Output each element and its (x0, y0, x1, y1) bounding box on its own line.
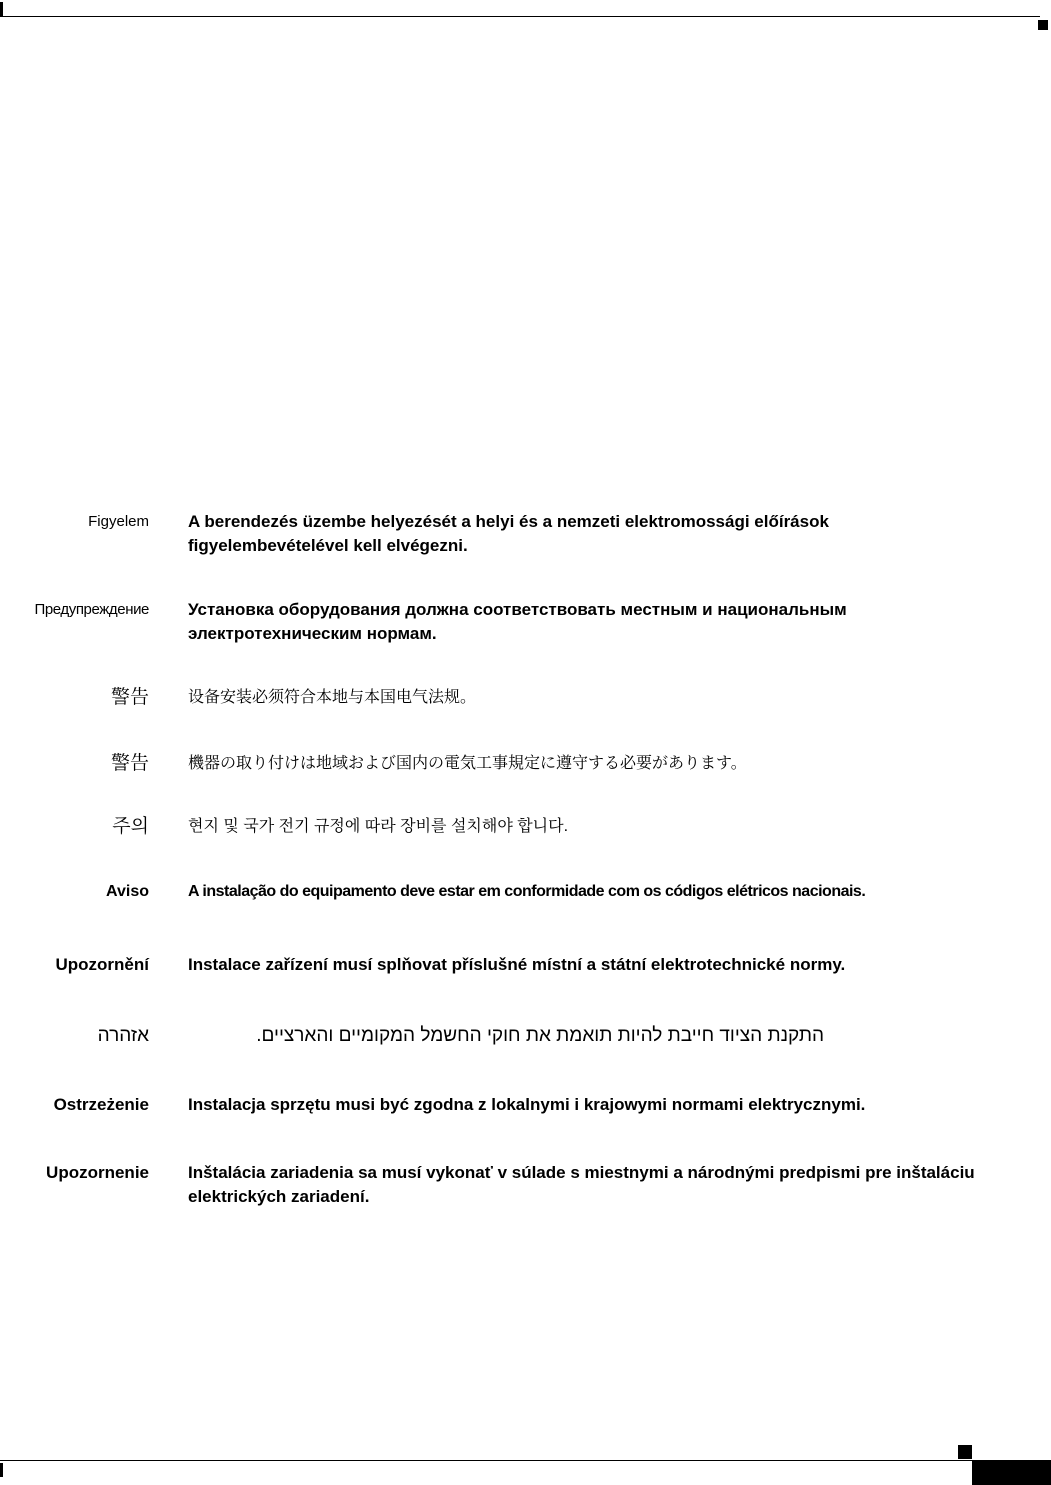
warning-label: Upozornenie (46, 1163, 149, 1182)
warning-label: Aviso (106, 883, 149, 900)
warning-label: Figyelem (88, 513, 149, 530)
header-rule (0, 16, 1040, 17)
footer-margin-mark (0, 1463, 3, 1477)
header-corner-mark (1038, 20, 1048, 30)
footer-rule (0, 1460, 1051, 1461)
warning-label: 警告 (110, 753, 149, 774)
warning-label: 주의 (112, 816, 149, 837)
warning-text: A instalação do equipamento deve estar em conformidade com os códigos elétricos nacionais. (188, 883, 866, 900)
warning-label: אזהרה (97, 1025, 149, 1046)
warning-text: A berendezés üzembe helyezését a helyi és a nemzeti elektromossági előírások figyelembevételével kell elvégezni. (188, 512, 829, 555)
warning-text: Instalace zařízení musí splňovat příslušné místní a státní elektrotechnické normy. (188, 955, 846, 974)
warning-text: Instalacja sprzętu musi być zgodna z lokalnymi i krajowymi normami elektrycznymi. (188, 1095, 866, 1114)
warning-label: Ostrzeżenie (53, 1095, 149, 1114)
warning-label: Предупреждение (34, 601, 149, 618)
warning-text: Inštalácia zariadenia sa musí vykonať v súlade s miestnymi a národnými predpismi pre inštaláciu elektrických zariadení. (188, 1163, 975, 1206)
warning-text: 機器の取り付けは地域および国内の電気工事規定に遵守する必要があります。 (188, 755, 747, 772)
footer-marker (958, 1445, 972, 1459)
warning-text: 设备安装必须符合本地与本国电气法规。 (188, 689, 477, 706)
footer-page-block (972, 1461, 1051, 1485)
warning-text: Установка оборудования должна соответствовать местным и национальным электротехническим нормам. (188, 600, 847, 643)
header-margin-mark (0, 2, 3, 16)
warning-text: 현지 및 국가 전기 규정에 따라 장비를 설치해야 합니다. (188, 818, 569, 835)
warning-text: התקנת הציוד חייבת להיות תואמת את חוקי החשמל המקומיים והארציים. (256, 1025, 824, 1046)
warning-label: Upozornění (55, 955, 149, 974)
warning-label: 警告 (110, 687, 149, 708)
